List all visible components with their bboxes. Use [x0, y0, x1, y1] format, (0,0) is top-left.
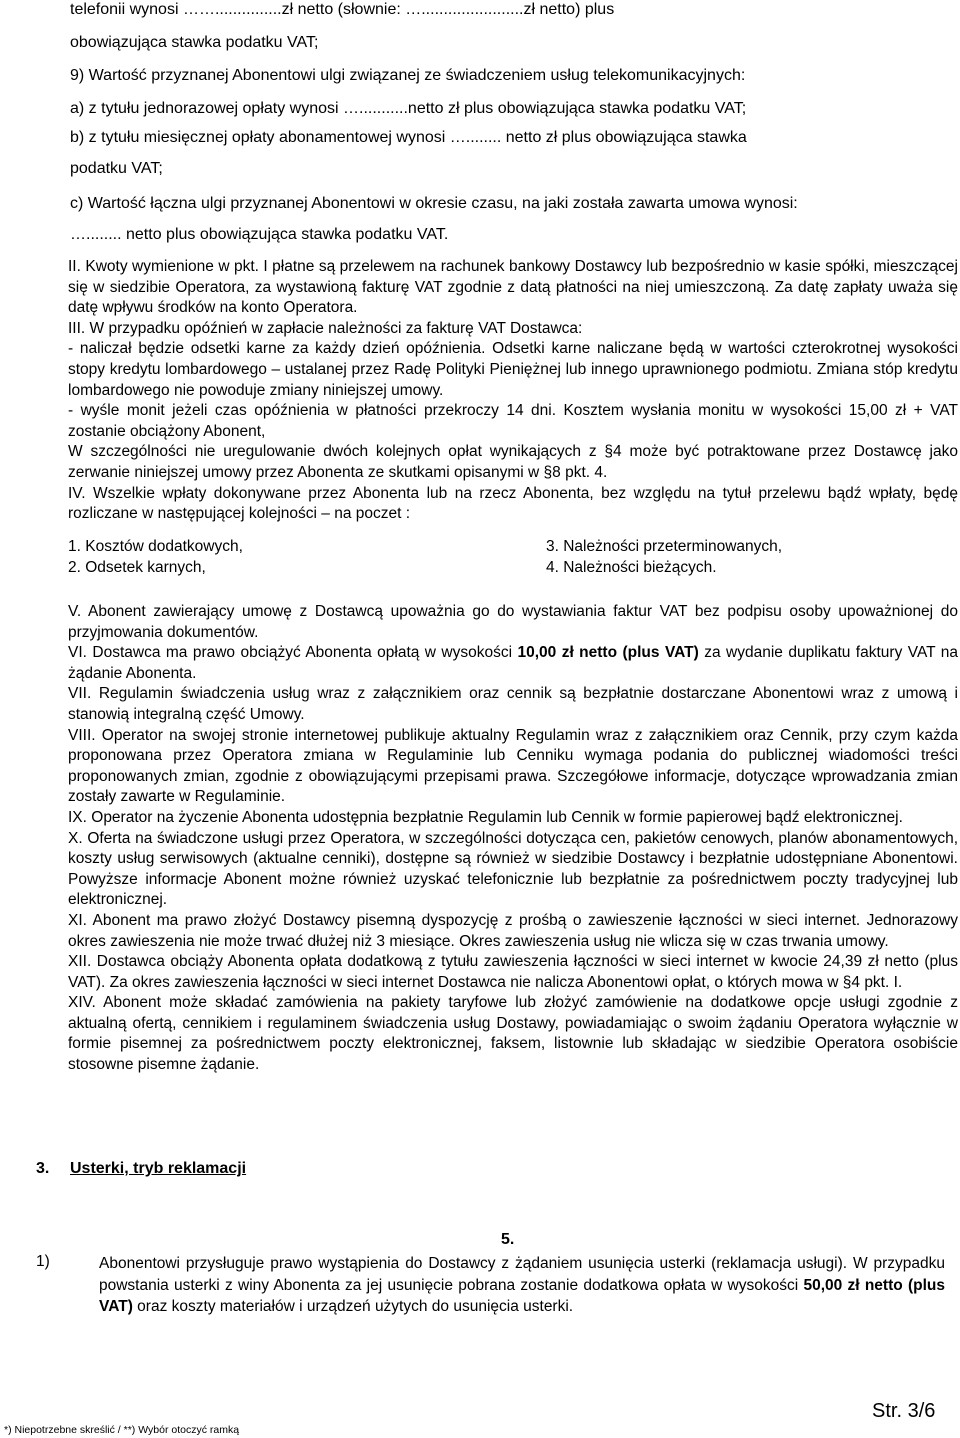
paragraph-III-c: W szczególności nie uregulowanie dwóch kolejnych opłat wynikających z §4 może być potraktowane przez Dostawcę jako zerwanie niniejszej umowy przez Abonenta ze skutkami opisanymi w §8 pkt. 4.: [68, 443, 958, 481]
page-number: Str. 3/6: [872, 1400, 936, 1422]
list-item-4: 4. Należności bieżących.: [546, 559, 717, 576]
line-item-c: c) Wartość łączna ulgi przyznanej Abonentowi w okresie czasu, na jaki została zawarta umowa wynosi:: [70, 195, 798, 212]
list-item-1: 1. Kosztów dodatkowych,: [68, 538, 243, 555]
section-V-XIV: [68, 602, 958, 1076]
line-telefonii: telefonii wynosi ……...............zł netto (słownie: ….......................zł netto) plus: [70, 1, 615, 18]
fee-duplicate: 10,00 zł netto (plus VAT): [517, 644, 699, 662]
line-item-a: a) z tytułu jednorazowej opłaty wynosi …...........netto zł plus obowiązująca stawka podatku VAT;: [70, 100, 747, 117]
fee-repair: 50,00 zł netto (plus VAT): [99, 1276, 945, 1315]
line-item-b-cont: podatku VAT;: [70, 160, 163, 177]
paragraph-VI: VI. Dostawca ma prawo obciążyć Abonenta opłatą w wysokości 10,00 zł netto (plus VAT) za wydanie duplikatu faktury VAT na żądanie Abonenta.: [68, 644, 958, 682]
list-item-2: 2. Odsetek karnych,: [68, 559, 206, 576]
list-item-3: 3. Należności przeterminowanych,: [546, 538, 783, 555]
line-item-c-cont: …........ netto plus obowiązująca stawka podatku VAT.: [70, 226, 449, 243]
paragraph-VII: VII. Regulamin świadczenia usług wraz z załącznikiem oraz cennik są bezpłatnie dostarczane Abonentowi wraz z umową i stanowią integralną część Umowy.: [68, 685, 958, 723]
line-item-9: 9) Wartość przyznanej Abonentowi ulgi związanej ze świadczeniem usług telekomunikacyjnych:: [70, 67, 746, 84]
paragraph-IX: IX. Operator na życzenie Abonenta udostępnia bezpłatnie Regulamin lub Cennik w formie papierowej bądź elektronicznej.: [68, 808, 903, 826]
paragraph-III-b: - wyśle monit jeżeli czas opóźnienia w płatności przekroczy 14 dni. Kosztem wysłania monitu w wysokości 15,00 zł + VAT zostanie obciążony Abonent,: [68, 402, 958, 440]
paragraph-III-head: III. W przypadku opóźnień w zapłacie należności za fakturę VAT Dostawca:: [68, 319, 583, 337]
paragraph-V: V. Abonent zawierający umowę z Dostawcą upoważnia go do wystawiania faktur VAT bez podpisu osoby upoważnionej do przyjmowania dokumentów.: [68, 603, 958, 641]
section-title: Usterki, tryb reklamacji: [70, 1160, 247, 1177]
paragraph-III-a: - naliczał będzie odsetki karne za każdy dzień opóźnienia. Odsetki karne naliczane będą w wartości czterokrotnej wysokości stopy kredytu lombardowego – ustalanej przez Radę Polityki Pieniężnej lub innego uprawnionego podmiotu. Zmiana stóp kredytu lombardowego nie powoduje zmiany niniejszej umowy.: [68, 340, 958, 399]
paragraph-II: II. Kwoty wymienione w pkt. I płatne są przelewem na rachunek bankowy Dostawcy lub bezpośrednio w kasie spółki, mieszczącej się w siedzibie Operatora, za wystawioną fakturę VAT zgodnie z datą płatności na niej umieszczoną. Za datę zapłaty uważa się datę wpływu środków na konto Operatora.: [68, 258, 958, 317]
paragraph-XI: XI. Abonent ma prawo złożyć Dostawcy pisemną dyspozycję z prośbą o zawieszenie łączności w sieci internet. Jednorazowy okres zawieszenia nie może trwać dłużej niż 3 miesiące. Okres zawieszenia usług nie wlicza się w czas trwania umowy.: [68, 911, 958, 950]
paragraph-marker-5: 5.: [501, 1231, 515, 1248]
paragraph-VIII: VIII. Operator na swojej stronie internetowej publikuje aktualny Regulamin wraz z załącznikiem oraz Cennik, przy czym każda proponowana przez Operatora zmiana w Regulaminie lub Cenniku wymaga podania do publicznej wiadomości treści proponowanych zmian, zgodnie z obowiązującymi przepisami prawa. Szczegółowe informacje, dotyczące wprowadzania zmian zostały zawarte w Regulaminie.: [68, 726, 958, 806]
section-II-IV: [68, 257, 958, 525]
footnote: *) Niepotrzebne skreślić / **) Wybór otoczyć ramką: [4, 1424, 240, 1436]
point-1-text: Abonentowi przysługuje prawo wystąpienia do Dostawcy z żądaniem usunięcia usterki (reklamacja usługi). W przypadku powstania usterki z winy Abonenta za jej usunięcie pobrana zostanie dodatkowa opłata w wysokości 50,00 zł netto (plus VAT) oraz koszty materiałów i urządzeń użytych do usunięcia usterki.: [99, 1255, 945, 1315]
paragraph-XIV: XIV. Abonent może składać zamówienia na pakiety taryfowe lub złożyć zamówienie na dodatkowe opcje usługi zgodnie z aktualną ofertą, cennikiem i regulaminem świadczenia usług Dostawy, powiadamiając o swoim żądaniu Operatora wyłącznie w formie pisemnej za pośrednictwem poczty elektronicznej, faksem, listownie lub składając w siedzibie Operatora osobiście stosowne pisemne żądanie.: [68, 994, 958, 1074]
line-item-b: b) z tytułu miesięcznej opłaty abonamentowej wynosi …........ netto zł plus obowiązująca stawka: [70, 129, 747, 146]
point-number: 1): [36, 1253, 50, 1270]
paragraph-X: X. Oferta na świadczone usługi przez Operatora, w szczególności dotycząca cen, pakietów cenowych, planów abonamentowych, koszty usług serwisowych (aktualne cenniki), dostępne są również w siedzibie Dostawcy i bezpłatnie udostępniane Abonentowi. Powyższe informacje Abonent możne również uzyskać telefonicznie lub bezpłatnie za pośrednictwem poczty tradycyjnej lub elektronicznej.: [68, 829, 958, 909]
section-number: 3.: [36, 1160, 50, 1177]
paragraph-XII: XII. Dostawca obciąży Abonenta opłata dodatkową z tytułu zawieszenia łączności w sieci internet w kwocie 24,39 zł netto (plus VAT). Za okres zawieszenia łączności w sieci internet Dostawca nie nalicza Abonentowi opłat, o których mowa w §4 pkt. I.: [68, 953, 958, 991]
line-vat: obowiązująca stawka podatku VAT;: [70, 34, 319, 51]
paragraph-IV: IV. Wszelkie wpłaty dokonywane przez Abonenta lub na rzecz Abonenta, bez względu na tytuł przelewu bądź wpłaty, będę rozliczane w następującej kolejności – na poczet :: [68, 484, 958, 523]
